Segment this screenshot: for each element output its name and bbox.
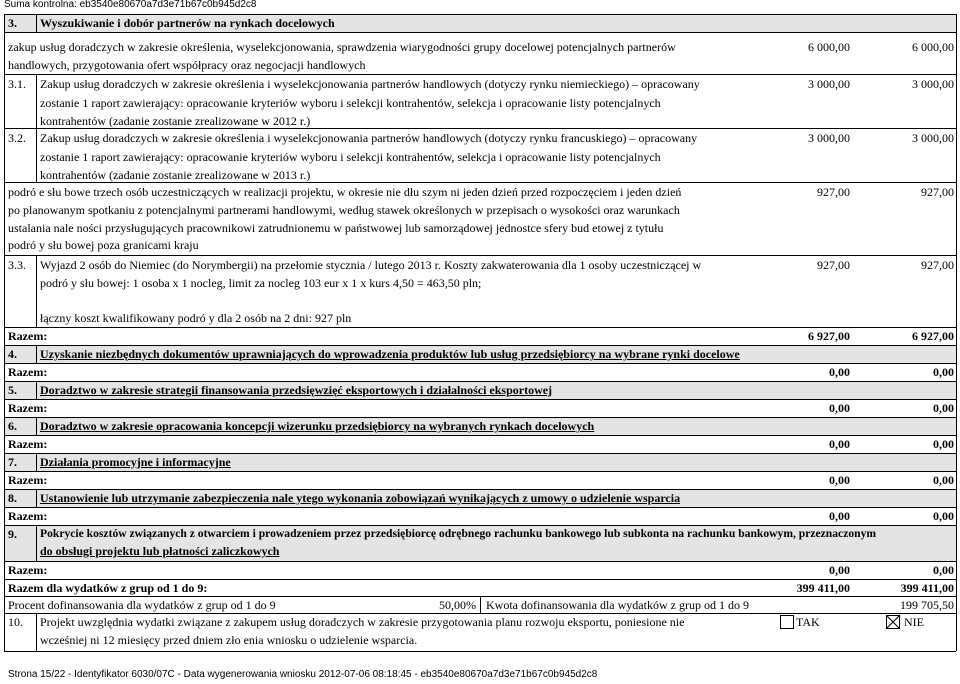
- rule: [4, 525, 956, 526]
- item-3-2-line3: kontrahentów (zadanie zostanie zrealizowane w 2013 r.): [40, 168, 311, 182]
- rule: [4, 579, 956, 580]
- section-3-desc-line2: handlowych, przygotowania ofert współpracy oraz negocjacji handlowych: [8, 58, 366, 72]
- section-3-total-1: 6 000,00: [808, 40, 850, 54]
- section-5-razem-label: Razem:: [8, 401, 48, 415]
- section-3-title: Wyszukiwanie i dobór partnerów na rynkach docelowych: [40, 16, 335, 30]
- rule: [4, 363, 956, 364]
- travel-line3: ustalania nale ności przysługujących pracownikowi zatrudnionemu w państwowej lub samorządowej jednostce sfery bud etowej z tytułu: [8, 221, 664, 235]
- section-6-razem-value-2: 0,00: [933, 437, 954, 451]
- section-8-razem-value-1: 0,00: [829, 509, 850, 523]
- item-3-2-line2: zostanie 1 raport zawierający: opracowanie kryteriów wyboru i selekcji kontrahentów, selekcja i opracowanie listy potencjalnych: [40, 150, 661, 164]
- section-7-razem-value-2: 0,00: [933, 473, 954, 487]
- item-3-1-number: 3.1.: [8, 77, 26, 91]
- rule: [36, 381, 37, 399]
- section-9-title-line1: Pokrycie kosztów związanych z otwarciem i prowadzeniem przez przedsiębiorcę odrębnego rachunku bankowego lub subkonta na rachunku bankowym, przeznaczonym: [40, 527, 877, 540]
- section-3-total-2: 6 000,00: [912, 40, 954, 54]
- rule: [36, 489, 37, 507]
- item-3-3-line3: łączny koszt kwalifikowany podró y dla 2 osób na 2 dni: 927 pln: [40, 311, 352, 325]
- section-3-razem-value-2: 6 927,00: [912, 329, 954, 343]
- amount-value: 199 705,50: [900, 598, 954, 612]
- item-3-1-line1: Zakup usług doradczych w zakresie określenia i wyselekcjonowania partnerów handlowych (dotyczy rynku niemieckiego) – opracowany: [40, 77, 700, 91]
- section-6-razem-value-1: 0,00: [829, 437, 850, 451]
- tak-checkbox[interactable]: [780, 615, 794, 629]
- checkmark-x-icon: [887, 616, 899, 628]
- table-right-border: [956, 14, 957, 651]
- section-4-title: Uzyskanie niezbędnych dokumentów uprawniających do wprowadzenia produktów lub usług przedsiębiorcy na wybrane rynki docelowe: [40, 347, 740, 361]
- section-9-number: 9.: [8, 527, 17, 541]
- section-8-razem-label: Razem:: [8, 509, 48, 523]
- rule: [480, 596, 481, 613]
- travel-line2: po planowanym spotkaniu z potencjalnymi partnerami handlowymi, według stawek określonych w przepisach o wysokości oraz warunkach: [8, 203, 680, 217]
- section-3-razem-value-1: 6 927,00: [808, 329, 850, 343]
- table-bottom-border: [4, 651, 956, 652]
- rule: [4, 345, 956, 346]
- section-7-razem-label: Razem:: [8, 473, 48, 487]
- rule: [4, 417, 956, 418]
- rule: [4, 471, 956, 472]
- item-3-2-value-2: 3 000,00: [912, 131, 954, 145]
- section-3-razem-label: Razem:: [8, 329, 48, 343]
- rule: [4, 327, 956, 328]
- section-7-title: Działania promocyjne i informacyjne: [40, 455, 231, 469]
- summary-value-1: 399 411,00: [796, 581, 850, 595]
- travel-value-2: 927,00: [921, 185, 954, 199]
- section-8-title: Ustanowienie lub utrzymanie zabezpieczenia nale ytego wykonania zobowiązań wynikających z umowy o udzielenie wsparcia: [40, 491, 681, 505]
- rule: [4, 435, 956, 436]
- table-left-border: [4, 14, 5, 651]
- rule: [36, 525, 37, 561]
- summary-label: Razem dla wydatków z grup od 1 do 9:: [8, 581, 208, 595]
- section-9-title-line2: do obsługi projektu lub płatności zaliczkowych: [40, 544, 280, 558]
- rule: [36, 417, 37, 435]
- rule: [4, 453, 956, 454]
- rule: [36, 613, 37, 651]
- travel-value-1: 927,00: [817, 185, 850, 199]
- item-3-3-line2: podró y słu bowej: 1 osoba x 1 nocleg, limit za nocleg 103 eur x 1 x kurs 4,50 = 463,50 pln;: [40, 276, 482, 290]
- rule: [4, 74, 956, 75]
- section-7-number: 7.: [8, 455, 17, 469]
- section-6-razem-label: Razem:: [8, 437, 48, 451]
- amount-label: Kwota dofinansowania dla wydatków z grup od 1 do 9: [486, 598, 749, 612]
- section-4-razem-value-2: 0,00: [933, 365, 954, 379]
- nie-checkbox[interactable]: [886, 615, 900, 629]
- rule: [4, 182, 956, 183]
- section-9-razem-label: Razem:: [8, 563, 48, 577]
- section-5-razem-value-2: 0,00: [933, 401, 954, 415]
- rule: [4, 128, 956, 129]
- rule: [4, 561, 956, 562]
- item-3-3-value-1: 927,00: [817, 258, 850, 272]
- checksum-header: Suma kontrolna: eb3540e80670a7d3e71b67c0b945d2c8: [4, 0, 257, 10]
- section-10-number: 10.: [8, 615, 23, 629]
- item-3-1-value-1: 3 000,00: [808, 77, 850, 91]
- section-5-number: 5.: [8, 383, 17, 397]
- item-3-2-value-1: 3 000,00: [808, 131, 850, 145]
- section-10-line1: Projekt uwzględnia wydatki związane z zakupem usług doradczych w zakresie przygotowania planu rozwoju eksportu, poniesione nie: [40, 615, 685, 629]
- rule: [4, 399, 956, 400]
- item-3-3-value-2: 927,00: [921, 258, 954, 272]
- item-3-1-line2: zostanie 1 raport zawierający: opracowanie kryteriów wyboru i selekcji kontrahentów, selekcja i opracowanie listy potencjalnych: [40, 96, 661, 110]
- item-3-2-line1: Zakup usług doradczych w zakresie określenia i wyselekcjonowania partnerów handlowych (dotyczy rynku francuskiego) – opracowany: [40, 131, 698, 145]
- rule: [4, 32, 956, 33]
- rule: [4, 613, 956, 614]
- nie-label: NIE: [904, 615, 924, 629]
- rule: [36, 255, 37, 327]
- section-4-number: 4.: [8, 347, 17, 361]
- item-3-1-value-2: 3 000,00: [912, 77, 954, 91]
- pct-label: Procent dofinansowania dla wydatków z grup od 1 do 9: [8, 598, 276, 612]
- rule: [36, 453, 37, 471]
- section-10-line2: wcześniej ni 12 miesięcy przed dniem zło enia wniosku o udzielenie wsparcia.: [40, 633, 418, 647]
- section-3-number: 3.: [8, 16, 17, 30]
- summary-value-2: 399 411,00: [900, 581, 954, 595]
- rule: [4, 507, 956, 508]
- rule: [4, 381, 956, 382]
- section-4-razem-label: Razem:: [8, 365, 48, 379]
- table-top-border: [4, 14, 956, 15]
- rule: [36, 345, 37, 363]
- section-6-number: 6.: [8, 419, 17, 433]
- section-5-title: Doradztwo w zakresie strategii finansowania przedsięwzięć eksportowych i działalności eksportowej: [40, 383, 553, 397]
- travel-line1: podró e słu bowe trzech osób uczestniczących w realizacji projektu, w okresie nie dłu szym ni jeden dzień przed rozpoczęciem i jeden dzień: [8, 185, 682, 199]
- travel-line4: podró y słu bowej poza granicami kraju: [8, 238, 199, 252]
- page-footer: Strona 15/22 - Identyfikator 6030/07C - Data wygenerowania wniosku 2012-07-06 08:18:45 - eb3540e80670a7d3e71b67c0b945d2c8: [8, 669, 598, 680]
- pct-value: 50,00%: [439, 598, 476, 612]
- item-3-1-line3: kontrahentów (zadanie zostanie zrealizowane w 2012 r.): [40, 114, 311, 128]
- rule: [36, 14, 37, 32]
- section-9-razem-value-1: 0,00: [829, 563, 850, 577]
- section-3-desc-line1: zakup usług doradczych w zakresie określenia, wyselekcjonowania, sprawdzenia wiarygodności grupy docelowej potencjalnych partnerów: [8, 40, 676, 54]
- rule: [4, 255, 956, 256]
- section-4-razem-value-1: 0,00: [829, 365, 850, 379]
- section-6-title: Doradztwo w zakresie opracowania koncepcji wizerunku przedsiębiorcy na wybranych rynkach docelowych: [40, 419, 595, 433]
- section-7-razem-value-1: 0,00: [829, 473, 850, 487]
- rule: [4, 489, 956, 490]
- rule: [36, 74, 37, 182]
- tak-label: TAK: [796, 615, 820, 629]
- item-3-3-line1: Wyjazd 2 osób do Niemiec (do Norymbergii) na przełomie stycznia / lutego 2013 r. Koszty zakwaterowania dla 1 osoby uczestniczącej w: [40, 258, 702, 272]
- section-8-razem-value-2: 0,00: [933, 509, 954, 523]
- item-3-3-number: 3.3.: [8, 258, 26, 272]
- section-8-number: 8.: [8, 491, 17, 505]
- section-5-razem-value-1: 0,00: [829, 401, 850, 415]
- section-9-razem-value-2: 0,00: [933, 563, 954, 577]
- item-3-2-number: 3.2.: [8, 131, 26, 145]
